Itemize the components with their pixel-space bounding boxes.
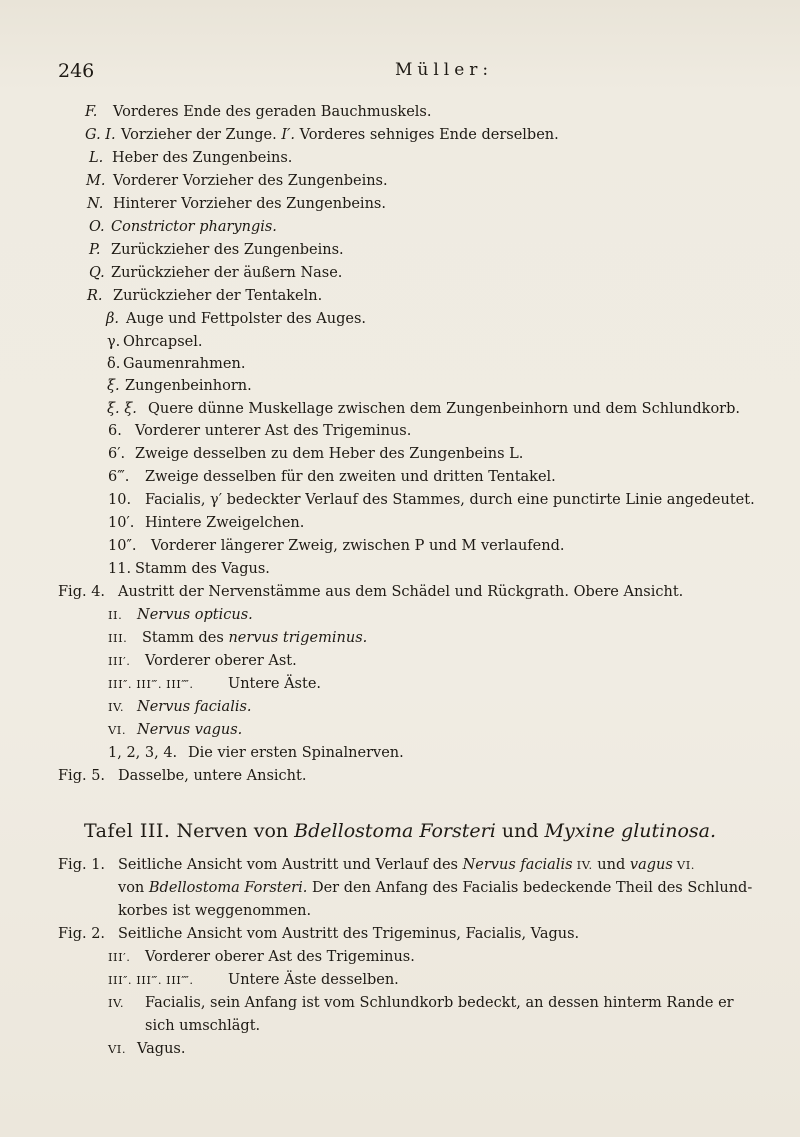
legend-line	[0, 581, 800, 603]
legend-text: Ohrcapsel.	[123, 334, 203, 350]
tafel-title-text: Nerven von	[176, 820, 289, 842]
legend-text	[118, 877, 752, 899]
tafel-title	[0, 818, 800, 844]
legend-line	[0, 489, 800, 511]
legend-key: 6‴.	[108, 469, 130, 485]
legend-key: M.	[86, 173, 106, 189]
legend-key: IV.	[108, 996, 124, 1010]
legend-line	[0, 420, 800, 442]
figure-key: Fig. 2.	[58, 926, 106, 942]
legend-key: 6′.	[108, 446, 126, 462]
legend-text-part: Seitliche Ansicht vom Austritt und Verlauf des	[118, 857, 463, 873]
figure-key: Fig. 4.	[58, 584, 106, 600]
legend-text: Vorderer längerer Zweig, zwischen P und M verlaufend.	[151, 538, 565, 554]
legend-line	[0, 193, 800, 215]
legend-key: III′.	[108, 654, 131, 668]
legend-text-part: Nervus facialis	[462, 857, 573, 873]
legend-key: ξ.	[107, 378, 120, 394]
legend-text: Auge und Fettpolster des Auges.	[126, 311, 367, 327]
legend-line	[0, 239, 800, 261]
legend-text: sich umschlägt.	[145, 1018, 261, 1034]
legend-line	[0, 124, 800, 146]
legend-key: 10′.	[108, 515, 135, 531]
legend-line	[0, 512, 800, 534]
legend-text-part: IV.	[572, 858, 593, 872]
legend-key: P.	[89, 242, 101, 258]
legend-line	[0, 627, 800, 649]
legend-text: Vorderer unterer Ast des Trigeminus.	[135, 423, 412, 439]
legend-line	[0, 673, 800, 695]
legend-line	[0, 923, 800, 945]
legend-line	[0, 331, 800, 353]
legend-text	[142, 627, 367, 649]
legend-text-part: VI.	[672, 858, 695, 872]
legend-key: III″. III‴. III⁗.	[108, 677, 194, 691]
legend-key: δ.	[107, 356, 121, 372]
legend-text: Heber des Zungenbeins.	[112, 150, 293, 166]
legend-key: F.	[85, 104, 98, 120]
legend-line	[0, 535, 800, 557]
legend-text-part: nervus trigeminus.	[228, 630, 368, 646]
legend-text: Vorderer oberer Ast des Trigeminus.	[145, 949, 415, 965]
legend-key: N.	[87, 196, 104, 212]
legend-text: Quere dünne Muskellage zwischen dem Zungenbeinhorn und dem Schlundkorb.	[148, 401, 741, 417]
legend-line	[0, 443, 800, 465]
legend-line	[0, 170, 800, 192]
legend-line	[0, 900, 800, 922]
legend-key: VI.	[108, 723, 127, 737]
legend-line	[0, 877, 800, 899]
legend-text: Zurückzieher der Tentakeln.	[113, 288, 323, 304]
figure-key: Fig. 5.	[58, 768, 106, 784]
legend-key: β.	[106, 311, 119, 327]
legend-key: IV.	[108, 700, 124, 714]
legend-text-part: von	[118, 880, 149, 896]
legend-line	[0, 719, 800, 741]
legend-text: korbes ist weggenommen.	[118, 903, 312, 919]
legend-text-part: vagus	[629, 857, 673, 873]
legend-text: Untere Äste desselben.	[228, 972, 399, 988]
legend-text: Die vier ersten Spinalnerven.	[188, 745, 404, 761]
legend-text	[118, 854, 695, 876]
legend-text-part: Bdellostoma Forsteri.	[148, 880, 308, 896]
legend-text-part: Der den Anfang des Facialis bedeckende Theil des Schlund-	[307, 880, 753, 896]
legend-text: Zurückzieher des Zungenbeins.	[111, 242, 344, 258]
legend-text: Nervus facialis.	[137, 699, 252, 715]
legend-text: Hinterer Vorzieher des Zungenbeins.	[113, 196, 386, 212]
legend-line	[0, 765, 800, 787]
legend-text: Untere Äste.	[228, 676, 322, 692]
legend-key: 11.	[108, 561, 132, 577]
legend-text: Facialis, γ′ bedeckter Verlauf des Stammes, durch eine punctirte Linie angedeutet.	[145, 492, 755, 508]
legend-text: Zurückzieher der äußern Nase.	[111, 265, 343, 281]
legend-key: 1, 2, 3, 4.	[108, 745, 178, 761]
legend-key: γ.	[107, 334, 121, 350]
legend-text: Stamm des Vagus.	[135, 561, 270, 577]
tafel-genus-1: Bdellostoma Forsteri	[294, 820, 496, 842]
legend-key: O.	[89, 219, 105, 235]
legend-key: III.	[108, 631, 128, 645]
legend-key: 10.	[108, 492, 132, 508]
tafel-number: Tafel III.	[83, 820, 171, 842]
legend-key: II.	[108, 608, 123, 622]
legend-line	[0, 101, 800, 123]
legend-key: 10″.	[108, 538, 137, 554]
legend-key: R.	[87, 288, 103, 304]
legend-line	[0, 147, 800, 169]
legend-text: Vagus.	[137, 1041, 186, 1057]
legend-key: G. I.	[85, 127, 116, 143]
legend-key: III″. III‴. III⁗.	[108, 973, 194, 987]
legend-line	[0, 375, 800, 397]
legend-text: Vorderer oberer Ast.	[145, 653, 297, 669]
legend-line	[0, 1015, 800, 1037]
legend-text: Nervus opticus.	[137, 607, 253, 623]
legend-text: Constrictor pharyngis.	[111, 219, 277, 235]
legend-text: Gaumenrahmen.	[123, 356, 246, 372]
legend-text: Dasselbe, untere Ansicht.	[118, 768, 307, 784]
legend-line	[0, 1038, 800, 1060]
tafel-genus-2: Myxine glutinosa.	[544, 820, 717, 842]
legend-text: Zweige desselben zu dem Heber des Zungenbeins L.	[135, 446, 524, 462]
legend-text-part: I′.	[281, 127, 295, 143]
legend-line	[0, 353, 800, 375]
legend-line	[0, 854, 800, 876]
legend-line	[0, 604, 800, 626]
legend-text-part: Stamm des	[142, 630, 229, 646]
legend-text: Seitliche Ansicht vom Austritt des Trigeminus, Facialis, Vagus.	[118, 926, 580, 942]
legend-key: Q.	[89, 265, 105, 281]
legend-key: VI.	[108, 1042, 127, 1056]
legend-line	[0, 969, 800, 991]
legend-line	[0, 696, 800, 718]
page-number: 246	[58, 60, 95, 82]
legend-line	[0, 992, 800, 1014]
legend-line	[0, 742, 800, 764]
legend-text: Vorderes Ende des geraden Bauchmuskels.	[113, 104, 432, 120]
legend-text: Nervus vagus.	[137, 722, 243, 738]
legend-text: Hintere Zweigelchen.	[145, 515, 305, 531]
legend-line	[0, 558, 800, 580]
legend-text: Austritt der Nervenstämme aus dem Schädel und Rückgrath. Obere Ansicht.	[118, 584, 684, 600]
legend-key: ξ. ξ.	[107, 401, 137, 417]
legend-text: Zungenbeinhorn.	[125, 378, 252, 394]
legend-line	[0, 216, 800, 238]
figure-key: Fig. 1.	[58, 857, 106, 873]
legend-key: III′.	[108, 950, 131, 964]
legend-line	[0, 398, 800, 420]
running-head: Müller:	[395, 60, 494, 80]
legend-line	[0, 285, 800, 307]
legend-line	[0, 650, 800, 672]
legend-key: L.	[89, 150, 104, 166]
legend-text: Facialis, sein Anfang ist vom Schlundkorb bedeckt, an dessen hinterm Rande er	[145, 995, 734, 1011]
legend-text-part: Vorzieher der Zunge.	[121, 127, 282, 143]
tafel-title-and: und	[501, 820, 539, 842]
legend-text: Vorderer Vorzieher des Zungenbeins.	[113, 173, 388, 189]
legend-line	[0, 308, 800, 330]
legend-text	[121, 124, 559, 146]
legend-text-part: und	[592, 857, 630, 873]
legend-text: Zweige desselben für den zweiten und dritten Tentakel.	[145, 469, 556, 485]
page-header	[55, 60, 745, 88]
legend-text-part: Vorderes sehniges Ende derselben.	[295, 127, 559, 143]
legend-line	[0, 466, 800, 488]
legend-line	[0, 946, 800, 968]
legend-line	[0, 262, 800, 284]
legend-key: 6.	[108, 423, 122, 439]
